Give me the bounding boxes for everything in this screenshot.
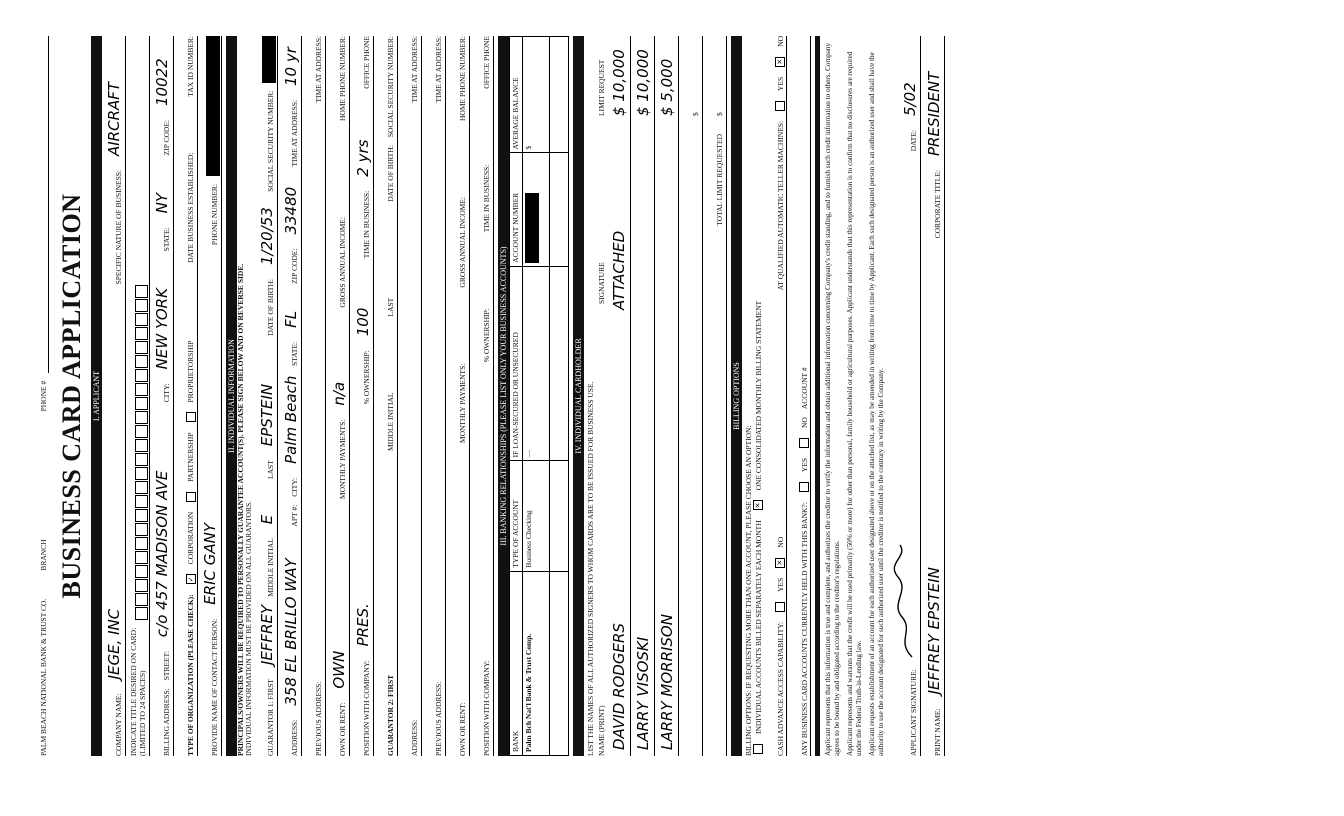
consolidated-billing-checkbox[interactable]: ✕ — [753, 500, 763, 510]
account-type-cell: Business Checking — [523, 461, 550, 571]
cardholder-row — [679, 36, 703, 756]
signature-date: 5/02 — [900, 82, 919, 116]
cardholder-name: DAVID RODGERS — [610, 623, 629, 750]
billing-zip: 10022 — [153, 58, 172, 106]
bank-name-cell: Palm Bch Nat'l Bank & Trust Comp. — [523, 571, 550, 755]
balance-cell: $ — [523, 37, 550, 153]
signature-scribble — [892, 541, 916, 661]
guarantor1-address-row: ADDRESS: 358 EL BRILLO WAY APT #: CITY: Palm Beach STATE: FL ZIP CODE: 33480 TIME AT ADDRESS: 10 yr — [278, 36, 302, 756]
position-row: POSITION WITH COMPANY: PRES. % OWNERSHIP: 100 TIME IN BUSINESS: 2 yrs OFFICE PHONE — [350, 36, 374, 756]
monthly-payments-value: n/a — [329, 381, 348, 406]
applicant-signature — [892, 159, 919, 661]
branch-label: BRANCH — [39, 539, 48, 571]
company-value: JEGE, INC — [105, 608, 124, 680]
section-banking: III. BANKING RELATIONSHIPS (PLEASE LIST ONLY YOUR BUSINESS ACCOUNTS) — [498, 36, 509, 756]
total-label: TOTAL LIMIT REQUESTED — [715, 134, 725, 226]
billing-street: c/o 457 MADISON AVE — [153, 470, 172, 638]
secured-cell: — — [523, 266, 550, 461]
guarantee-notice: PRINCIPALS/OWNERS WILL BE REQUIRED TO PERSONALLY GUARANTEE ACCOUNT(S). PLEASE SIGN BELOW AND ON REVERSE SIDE. — [235, 263, 245, 756]
previous-address-row: PREVIOUS ADDRESS: TIME AT ADDRESS: — [302, 36, 326, 756]
company-row: COMPANY NAME: JEGE, INC SPECIFIC NATURE OF BUSINESS: AIRCRAFT — [102, 36, 126, 756]
nature-value: AIRCRAFT — [105, 81, 124, 156]
finance-row: OWN OR RENT: OWN MONTHLY PAYMENTS: n/a GROSS ANNUAL INCOME: HOME PHONE NUMBER: — [326, 36, 350, 756]
own-rent-value: OWN — [329, 650, 348, 689]
cardholder-name: LARRY MORRISON — [658, 614, 677, 750]
section-billing: BILLING OPTIONS — [731, 36, 742, 756]
contact-row: PROVIDE NAME OF CONTACT PERSON: ERIC GANY PHONE NUMBER: — [198, 36, 222, 756]
total-value: $ — [715, 112, 725, 116]
contact-value: ERIC GANY — [201, 522, 220, 605]
guarantor2-finance-row: OWN OR RENT: MONTHLY PAYMENTS: GROSS ANNUAL INCOME: HOME PHONE NUMBER: — [446, 36, 470, 756]
billing-option-row: INDIVIDUAL ACCOUNTS BILLED SEPARATELY EACH MONTH ✕ ONE CONSOLIDATED MONTHLY BILLING STATEMENT — [753, 36, 763, 756]
billing-city: NEW YORK — [153, 288, 172, 370]
org-row: TYPE OF ORGANIZATION (PLEASE CHECK): ✓ CORPORATION PARTNERSHIP PROPRIETORSHIP DATE BUSINESS ESTABLISHED: TAX ID NUMBER: — [174, 36, 198, 756]
billing-state: NY — [153, 192, 172, 214]
address-value: 358 EL BRILLO WAY — [281, 558, 300, 706]
separate-billing-checkbox[interactable] — [753, 744, 763, 754]
cash-yes-checkbox[interactable] — [775, 602, 785, 612]
redacted-account-number — [525, 193, 539, 263]
cardholder-limit: $ 10,000 — [634, 49, 653, 116]
title-row: INDICATE TITLE DESIRED ON CARD: (LIMITED TO 24 SPACES) — [126, 36, 150, 756]
signature-row: APPLICANT SIGNATURE: DATE: 5/02 — [892, 36, 921, 756]
legal-divider — [815, 36, 820, 756]
guarantor2-name-row: GUARANTOR 2: FIRST MIDDLE INITIAL LAST DATE OF BIRTH: SOCIAL SECURITY NUMBER: — [374, 36, 398, 756]
cash-advance-row: CASH ADVANCE ACCESS CAPABILITY: YES ✕ NO AT QUALIFIED AUTOMATIC TELLER MACHINES: YES ✕ NO — [763, 36, 787, 756]
time-at-address: 10 yr — [281, 47, 300, 86]
title-boxes — [135, 284, 148, 620]
banking-table — [509, 36, 570, 756]
form-title: BUSINESS CARD APPLICATION — [56, 193, 86, 599]
corporate-title-value: PRESIDENT — [924, 71, 943, 156]
position-value: PRES. — [353, 603, 372, 647]
print-name-value: JEFFREY EPSTEIN — [924, 567, 943, 695]
partnership-checkbox[interactable] — [186, 492, 196, 502]
cardholder-row — [607, 36, 631, 756]
cash-no-checkbox[interactable]: ✕ — [775, 558, 785, 568]
section-applicant: I. APPLICANT — [91, 36, 102, 756]
redacted-phone — [206, 36, 220, 176]
redacted-ssn — [262, 36, 276, 83]
guarantor-notice: INDIVIDUAL INFORMATION MUST BE PROVIDED ON ALL GUARANTORS. — [244, 500, 254, 756]
atm-no-checkbox[interactable]: ✕ — [775, 57, 785, 67]
guarantor1-name-row: GUARANTOR 1: FIRST JEFFREY MIDDLE INITIAL E LAST EPSTEIN DATE OF BIRTH: 1/20/53 SOCIAL SECURITY NUMBER: — [254, 36, 278, 756]
last-name: EPSTEIN — [257, 383, 276, 447]
cardholder-limit: $ — [691, 112, 701, 116]
bank-name: PALM BEACH NATIONAL BANK & TRUST CO. — [39, 598, 48, 756]
cardholder-row — [655, 36, 679, 756]
legal-paragraph-3: Applicant requests establishment of an account for each authorized user designated above or on the attached list, as may be amended in writing from time to time by Applicant. Each such designated person is an authorized user and shall have the authority to use the account designated for such authorized user until the creditor is notified to the contrary in writing by the Company. — [868, 52, 886, 756]
time-in-business-value: 2 yrs — [353, 139, 372, 177]
cardholder-intro: LIST THE NAMES OF ALL AUTHORIZED SIGNERS TO WHOM CARDS ARE TO BE ISSUED FOR BUSINESS USE. — [586, 381, 596, 756]
atm-yes-checkbox[interactable] — [775, 101, 785, 111]
print-name-row: PRINT NAME: JEFFREY EPSTEIN CORPORATE TITLE: PRESIDENT — [921, 36, 945, 756]
section-cardholder: IV. INDIVIDUAL CARDHOLDER — [573, 36, 584, 756]
banking-header-row: BANK TYPE OF ACCOUNT IF LOAN-SECURED OR UNSECURED ACCOUNT NUMBER AVERAGE BALANCE — [509, 37, 523, 756]
corporation-checkbox[interactable]: ✓ — [186, 574, 196, 584]
cardholder-row — [631, 36, 655, 756]
phone-label: PHONE # — [39, 380, 48, 412]
billing-options-text: BILLING OPTIONS: IF REQUESTING MORE THAN ONE ACCOUNT, PLEASE CHOOSE AN OPTION: — [743, 425, 753, 756]
banking-row — [523, 37, 550, 756]
cardholder-limit: $ 5,000 — [658, 58, 677, 116]
guarantor2-address-row: ADDRESS: TIME AT ADDRESS: — [398, 36, 422, 756]
held-accounts-row: ANY BUSINESS CARD ACCOUNTS CURRENTLY HELD WITH THIS BANK?: YES NO ACCOUNT # — [787, 36, 811, 756]
held-no-checkbox[interactable] — [799, 438, 809, 448]
account-number-cell — [523, 153, 550, 266]
legal-paragraph-2: Applicant represents and warrants that the credit will be used primarily (50% or more) for other than personal, family household or agricultural purposes. Applicant understands that this representation is to confirm that no disclosures are required under the Federal Truth-in-Lending law. — [846, 51, 864, 756]
address-city: Palm Beach — [281, 375, 300, 464]
billing-row: BILLING ADDRESS: STREET: c/o 457 MADISON AVE CITY: NEW YORK STATE: NY ZIP CODE: 10022 — [150, 36, 174, 756]
banking-empty-row — [550, 37, 569, 756]
proprietorship-checkbox[interactable] — [186, 413, 196, 423]
cardholder-header: NAME (PRINT) SIGNATURE LIMIT REQUEST — [597, 59, 607, 756]
date-of-birth: 1/20/53 — [257, 207, 276, 266]
cardholder-name: LARRY VISOSKI — [634, 636, 653, 750]
first-name: JEFFREY — [257, 604, 276, 666]
total-row — [703, 36, 727, 756]
application-form — [40, 36, 945, 756]
held-yes-checkbox[interactable] — [799, 482, 809, 492]
legal-paragraph-1: Applicant represents that this information is true and complete, and authorizes the creditor to verify the information and obtain additional information concerning Company's credit standing, and to furnish such credit information to others. Company agrees to be bound by and obligated according to the creditor's regulations. — [824, 42, 842, 756]
header-row — [40, 36, 49, 756]
address-zip: 33480 — [281, 186, 300, 235]
cardholder-limit: $ 10,000 — [610, 49, 629, 116]
middle-initial: E — [257, 514, 276, 525]
section-individual: II. INDIVIDUAL INFORMATION — [226, 36, 237, 756]
guarantor2-previous-row: PREVIOUS ADDRESS: TIME AT ADDRESS: — [422, 36, 446, 756]
ownership-value: 100 — [353, 307, 372, 337]
guarantor2-position-row: POSITION WITH COMPANY: % OWNERSHIP: TIME IN BUSINESS: OFFICE PHONE — [470, 36, 494, 756]
address-state: FL — [281, 310, 300, 328]
cardholder-signature: ATTACHED — [610, 230, 629, 310]
